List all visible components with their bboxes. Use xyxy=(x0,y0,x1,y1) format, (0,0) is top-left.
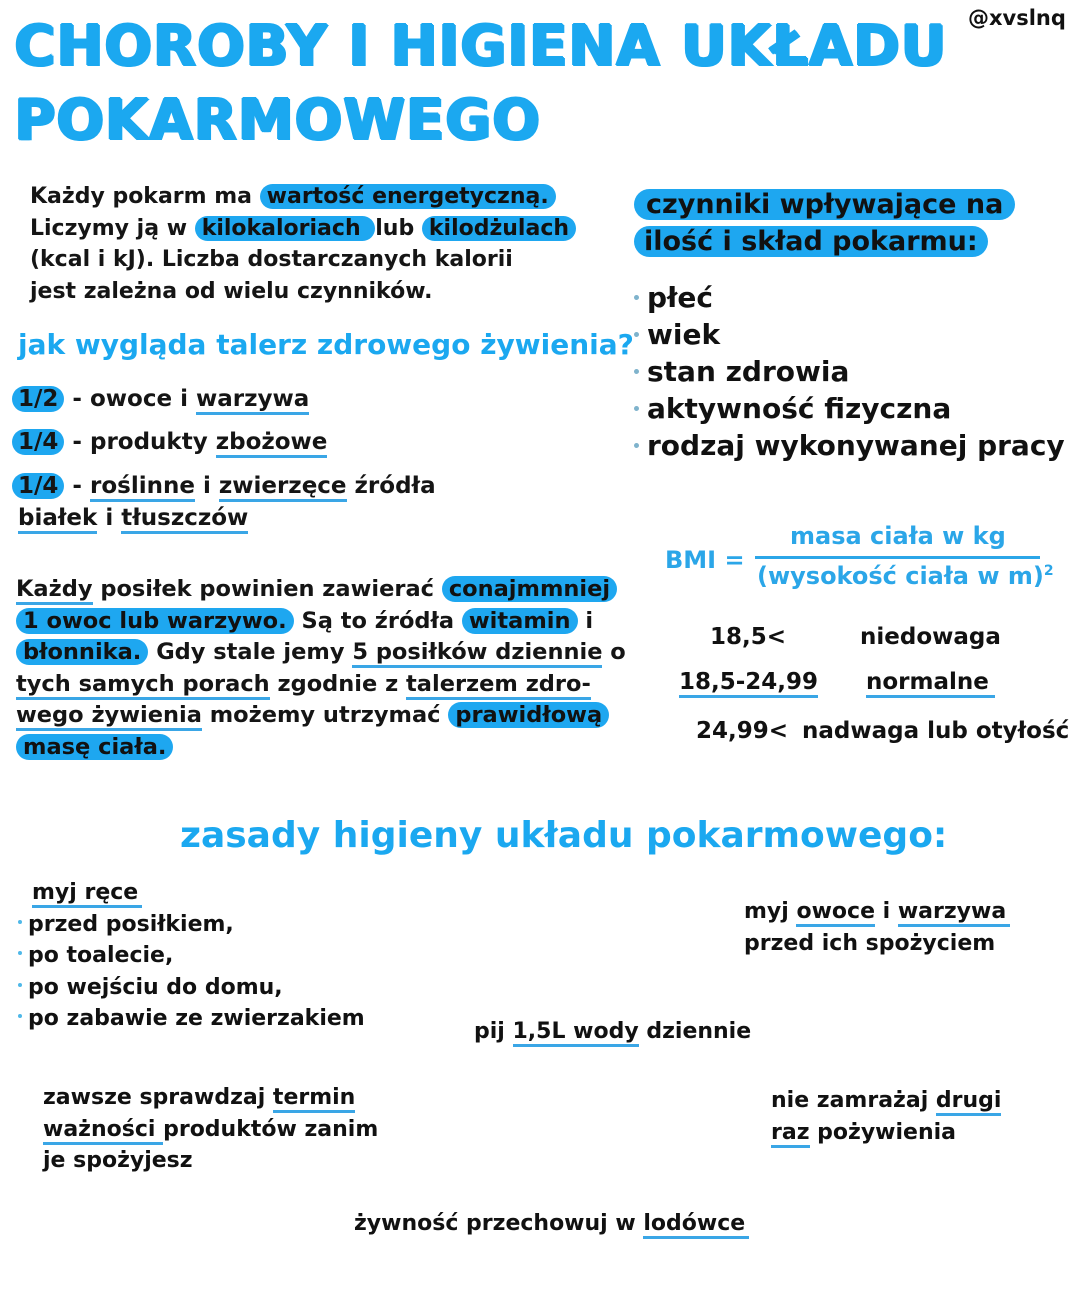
bullet-icon xyxy=(634,295,639,300)
bmi-range: 18,5-24,99 xyxy=(679,669,818,698)
text: możemy utrzymać xyxy=(201,702,449,728)
underlined-text: myj ręce xyxy=(32,880,142,908)
fraction-badge: 1/2 xyxy=(12,386,64,412)
plate-item xyxy=(12,421,436,464)
text: rodzaj wykonywanej pracy xyxy=(647,429,1065,462)
author-handle: @xvslnq xyxy=(968,6,1066,30)
water-block xyxy=(474,1016,751,1048)
text: Gdy stale jemy xyxy=(148,639,353,665)
highlight: kilodżulach xyxy=(422,216,576,241)
underlined-text: warzywa xyxy=(196,386,309,415)
text: przed ich spożyciem xyxy=(744,930,996,956)
text: pij xyxy=(474,1019,513,1044)
underlined-text: tłuszczów xyxy=(121,505,248,534)
text: nie zamrażaj xyxy=(771,1088,936,1113)
text: i xyxy=(577,607,594,634)
text: zgodnie z xyxy=(269,670,407,697)
plate-item xyxy=(12,470,436,534)
underlined-text: wego żywienia xyxy=(16,702,202,731)
underlined-text: warzywa xyxy=(898,899,1010,927)
fridge-block xyxy=(354,1208,749,1240)
text: zawsze sprawdzaj xyxy=(43,1085,273,1110)
underlined-text: owoce xyxy=(796,899,875,927)
bmi-range: 24,99< xyxy=(696,718,789,744)
bullet-icon xyxy=(634,369,639,374)
bullet-icon xyxy=(18,920,22,924)
list-item xyxy=(634,427,1065,464)
bmi-label: BMI = xyxy=(665,546,745,574)
factors-list xyxy=(634,279,1065,464)
list-item xyxy=(634,390,1065,427)
plate-heading: jak wygląda talerz zdrowego żywienia? xyxy=(18,328,634,361)
bmi-category: normalne xyxy=(866,669,995,698)
text: - produkty xyxy=(64,429,216,455)
underlined-text: 1,5L wody xyxy=(513,1019,639,1047)
underlined-text: lodówce xyxy=(643,1211,749,1239)
bullet-icon xyxy=(18,983,22,987)
wash-hands-block xyxy=(18,877,365,1035)
fraction-badge: 1/4 xyxy=(12,473,64,499)
underlined-text: zbożowe xyxy=(216,429,328,458)
highlight: 1 owoc lub warzywo. xyxy=(16,608,294,634)
expiry-block xyxy=(43,1082,378,1177)
text: źródła xyxy=(346,473,436,499)
title-line-2: POKARMOWEGO xyxy=(14,88,541,153)
text: o xyxy=(602,639,626,665)
bmi-category: nadwaga lub otyłość xyxy=(802,718,1070,744)
text: dziennie xyxy=(638,1019,752,1044)
text: pożywienia xyxy=(809,1119,957,1145)
text: produktów zanim xyxy=(163,1116,379,1142)
meal-paragraph xyxy=(16,574,636,763)
intro-paragraph xyxy=(30,181,630,307)
text: je spożyjesz xyxy=(43,1148,193,1173)
highlight: masę ciała. xyxy=(16,734,173,760)
text: i xyxy=(194,473,219,499)
bullet-icon xyxy=(634,443,639,448)
list-item xyxy=(18,972,365,1004)
underlined-text: ważności xyxy=(43,1117,163,1145)
text: stan zdrowia xyxy=(647,355,850,388)
text: jest zależna od wielu czynników. xyxy=(30,278,433,304)
text: i xyxy=(97,505,122,531)
list-item xyxy=(634,353,1065,390)
text: posiłek powinien zawierać xyxy=(92,576,442,602)
text: (wysokość ciała w m) xyxy=(757,562,1044,590)
text: - owoce i xyxy=(64,386,196,412)
text: płeć xyxy=(647,281,714,314)
highlight: wartość energetyczną. xyxy=(260,184,556,209)
title-line-1: CHOROBY I HIGIENA UKŁADU xyxy=(14,14,947,79)
underlined-text: drugi xyxy=(936,1088,1002,1116)
bullet-icon xyxy=(634,406,639,411)
underlined-text: roślinne xyxy=(90,473,195,502)
highlight: witamin xyxy=(462,608,578,634)
factors-heading xyxy=(634,186,1015,260)
text: żywność przechowuj w xyxy=(354,1211,644,1236)
highlight: kilokaloriach xyxy=(195,216,376,241)
highlight: czynniki wpływające na xyxy=(634,189,1015,220)
bullet-icon xyxy=(18,951,22,955)
list-item xyxy=(18,1003,365,1035)
text: i xyxy=(874,899,898,924)
wash-produce-block xyxy=(744,896,1010,959)
text: wiek xyxy=(647,318,721,351)
bmi-numerator: masa ciała w kg xyxy=(790,522,1006,550)
text: przed posiłkiem, xyxy=(28,911,234,937)
fraction-badge: 1/4 xyxy=(12,429,64,455)
highlight: conajmmniej xyxy=(442,576,617,602)
underlined-text: Każdy xyxy=(16,576,93,605)
highlight: błonnika. xyxy=(16,639,148,665)
underlined-text: 5 posiłków dziennie xyxy=(352,639,602,668)
text: Każdy pokarm ma xyxy=(30,184,260,209)
exponent: 2 xyxy=(1043,563,1054,579)
text: po wejściu do domu, xyxy=(28,974,283,1000)
underlined-text: tych samych porach xyxy=(16,671,270,700)
list-item xyxy=(18,909,365,941)
text: aktywność fizyczna xyxy=(647,392,952,425)
bullet-icon xyxy=(634,332,639,337)
page-title xyxy=(14,14,974,154)
underlined-text: termin xyxy=(273,1085,355,1113)
plate-list xyxy=(12,378,436,534)
bullet-icon xyxy=(18,1014,22,1018)
list-item xyxy=(18,940,365,972)
text: Są to źródła xyxy=(293,607,462,634)
text: (kcal i kJ). Liczba dostarczanych kalorii xyxy=(30,247,513,272)
underlined-text: talerzem zdro- xyxy=(406,671,591,700)
text: po toalecie, xyxy=(28,943,174,968)
text: Liczymy ją w xyxy=(30,215,195,241)
highlight: ilość i skład pokarmu: xyxy=(634,226,988,257)
underlined-text: białek xyxy=(18,505,97,534)
bmi-fraction-line xyxy=(755,556,1040,559)
text: lub xyxy=(375,215,422,241)
bmi-range: 18,5< xyxy=(710,624,787,650)
bmi-denominator xyxy=(757,562,1054,590)
list-item xyxy=(634,279,1065,316)
freeze-block xyxy=(771,1085,1001,1148)
underlined-text: raz xyxy=(771,1120,810,1148)
text: - xyxy=(64,473,90,499)
underlined-text: zwierzęce xyxy=(219,473,347,502)
text: myj xyxy=(744,899,797,924)
list-item xyxy=(634,316,1065,353)
hygiene-heading: zasady higieny układu pokarmowego: xyxy=(180,815,948,856)
bmi-category: niedowaga xyxy=(860,624,1001,650)
highlight: prawidłową xyxy=(448,702,609,728)
plate-item xyxy=(12,378,436,421)
text: po zabawie ze zwierzakiem xyxy=(28,1006,365,1031)
